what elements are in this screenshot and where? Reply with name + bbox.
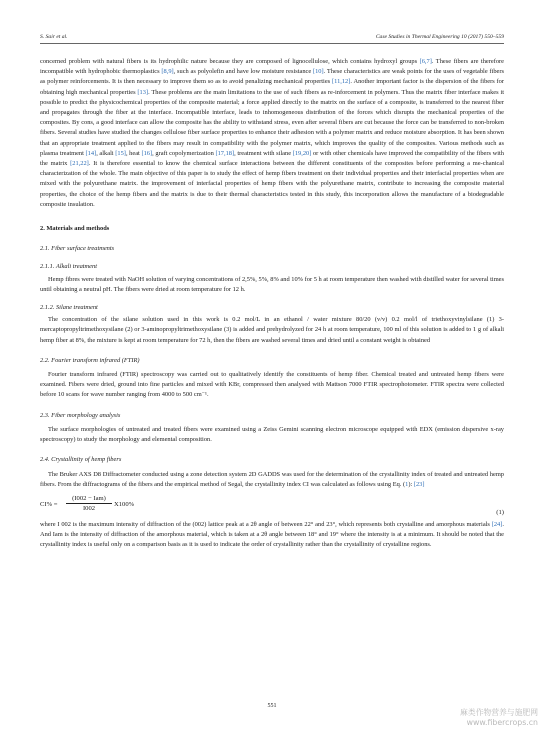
citation-link[interactable]: [23] <box>413 480 425 488</box>
crystallinity-text: ): <box>408 480 414 488</box>
subsection-heading-ftir: 2.2. Fourier transform infrared (FTIR) <box>40 356 140 364</box>
intro-text: . These characteristics are weak points for the uses of vegetable fibers as polymer reinforcements. It is then necessary to improve them so as to avoid penalizing mechanical properties <box>40 68 504 86</box>
intro-text: or with other chemicals have improved the compatibility of the fibers with the matrix <box>40 149 504 168</box>
intro-text: , treatment with silane <box>234 149 293 157</box>
equation-rhs: X100% <box>114 500 135 508</box>
watermark-line-2: www.fibercrops.cn <box>466 718 538 727</box>
citation-link[interactable]: [19,20] <box>292 149 312 157</box>
intro-text: . These fibers are therefore incompatible with hydrophobic thermoplastics <box>40 58 504 76</box>
intro-text: , such as polyolefin and have low moisture resistance <box>173 68 313 76</box>
citation-link[interactable]: [13] <box>137 88 149 96</box>
equation-lhs: CI% = <box>40 500 58 508</box>
citation-link[interactable]: [14] <box>85 149 97 157</box>
intro-text: . Another important factor is the dispersion of the fibers for obtaining high mechanical properties <box>40 78 504 96</box>
morphology-paragraph: The surface morphologies of untreated and treated fibers were examined using a Zeiss Gemini scanning electron microscope equipped with EDX (emission dispersive x-ray spectroscopy) to study the morphology and elemental composition. <box>40 425 504 444</box>
crystallinity-text: . And Iam is the intensity of diffraction of the amorphous material, which is taken at a 2θ angle between 18° and 19° where the intensity is at a minimum. It should be noted that the crystallinity index is useful only on a comparison basis as it is used to indicate the order of crystallinity rather than the crystallinity of crystalline regions. <box>40 520 504 549</box>
citation-link[interactable]: [24] <box>491 520 503 528</box>
equation-numerator: (I002 − Iam) <box>66 494 112 504</box>
ftir-paragraph: Fourier transform infrared (FTIR) spectroscopy was carried out to qualitatively identify the constituents of hemp fiber. Chemical treated and untreated hemp fibers were examined. Fibers were dried, ground into fine particles and mixed with KBr, compressed then analysed with Mattson 7000 FTIR spectrophotometer. FTIR spectra were collected before 10 scans for wave number ranging from 4000 to 500 cm⁻¹. <box>40 371 504 399</box>
subsubsection-heading-silane: 2.1.2. Silane treatment <box>40 304 98 312</box>
equation-link[interactable]: 1 <box>405 480 409 488</box>
citation-link[interactable]: [6,7] <box>419 58 432 65</box>
silane-paragraph: The concentration of the silane solution used in this work is 0.2 mol/L in an ethanol / water mixture 80/20 (v/v) 0.2 mol/l of triethoxyvinylsilane (1) 3-mercaptopropyltrimethoxysilane (2) or 3-aminopropyltrimethoxysilane (3) is added and prehydrolyzed for 24 h at room temperature, 100 ml of this solution is added to 1 g of alkali hemp fiber at 8%, the mixture is kept at room temperature for 72 h, then the fibers are washed several times and dried until a constant weight is obtained <box>40 316 504 344</box>
intro-text: , graft copolymerization <box>152 149 216 157</box>
article-body <box>40 57 504 551</box>
citation-link[interactable]: [21,22] <box>70 160 89 168</box>
citation-link[interactable]: [10] <box>312 68 324 76</box>
crystallinity-paragraph <box>40 470 504 490</box>
citation-link[interactable]: [8,9] <box>161 68 174 76</box>
crystallinity-equation <box>40 494 504 516</box>
crystallinity-text: where I 002 is the maximum intensity of diffraction of the (002) lattice peak at a 2θ angle of between 22° and 23°, which represents both crystalline and amorphous materials <box>40 520 492 528</box>
intro-text: , heat <box>125 149 142 157</box>
site-watermark <box>398 708 538 728</box>
crystallinity-text: The Bruker AXS D8 Diffractometer conducted using a zone detection system 2D GADDS was used for the determination of the crystallinity index of treated and untreated hemp fibers. From the diffractograms of the fibers and the empirical method of Segal, the crystallinity index CI was calculated as follows using Eq. ( <box>40 470 504 488</box>
citation-link[interactable]: [11,12] <box>331 78 351 86</box>
subsection-heading-fiber-treatments: 2.1. Fiber surface treatments <box>40 245 115 253</box>
subsection-heading-crystallinity: 2.4. Crystallinity of hemp fibers <box>40 456 122 464</box>
section-heading-materials-methods: 2. Materials and methods <box>40 225 110 233</box>
header-authors: S. Sair et al. <box>40 34 68 40</box>
intro-paragraph <box>40 57 504 210</box>
intro-text: concerned problem with natural fibers is its hydrophilic nature because they are composed of lignocellulose, which contains hydroxyl groups <box>40 58 420 65</box>
intro-text: . It is therefore essential to know the chemical surface interactions between the different constituents of the composites before performing a me-chanical characterization of the whole. The main objective of this paper is to study the effect of hemp fibers treatment on their individual properties and their interfacial properties when are mixed with the polyurethane matrix. the improvement of interfacial properties of hemp fibers with the polyurethane matrix, contribute to increasing the composite material properties, the choice of the hemp fibers and the matrix is due to their thermal characteristics tested in this study, this incorporation allows the manufacture of a biodegradable composite insulation. <box>40 160 504 208</box>
alkali-paragraph: Hemp fibres were treated with NaOH solution of varying concentrations of 2,5%, 5%, 8% and 10% for 5 h at room temperature then washed with distilled water for several times until obtaining a neutral pH. The fibers were dried at room temperature for 12 h. <box>40 275 504 293</box>
header-journal: Case Studies in Thermal Engineering 10 (2017) 550–559 <box>375 34 504 40</box>
subsubsection-heading-alkali: 2.1.1. Alkali treatment <box>40 263 97 271</box>
citation-link[interactable]: [16] <box>141 149 153 157</box>
equation-number: (1) <box>496 508 504 516</box>
watermark-line-1: 麻类作物营养与施肥网 <box>460 708 538 717</box>
subsection-heading-morphology: 2.3. Fiber morphology analysis <box>40 411 121 419</box>
page-number: 551 <box>267 703 277 709</box>
citation-link[interactable]: [17,18] <box>215 149 235 157</box>
intro-text: . These problems are the main limitations to the use of such fibers as re-inforcement in polymers. Thus the matrix fiber interface makes it possible to predict the physicochemical properties of the composite material; a force applied directly to the matrix on the surface of a composite, is transferred to the nearest fiber and propagates through the fiber at the interface. Incompatible interface, leads to inhomogeneous distribution of the forces which disrupts the mechanical properties of the composites. By cons, a good interface can allow the composite has the ability to withstand stress, even after several fibers are cut because the force can be transferred to non-broken fibers. Several studies have studied the changes cellulose fiber surface properties to enhance their adhesion with a polymer matrix and reduce moisture absorption. It has been shown that an appropriate treatment applied to the fibers may result in compatibility with the polymer matrix, which improves the quality of the composites. Various methods such as plasma treatment <box>40 88 504 157</box>
header-rule <box>40 43 504 44</box>
equation-fraction <box>66 494 112 513</box>
page-header <box>40 34 504 44</box>
crystallinity-explanation <box>40 520 504 551</box>
equation-denominator: I002 <box>82 504 96 512</box>
citation-link[interactable]: [15] <box>115 149 126 157</box>
intro-text: , alkali <box>96 149 116 157</box>
